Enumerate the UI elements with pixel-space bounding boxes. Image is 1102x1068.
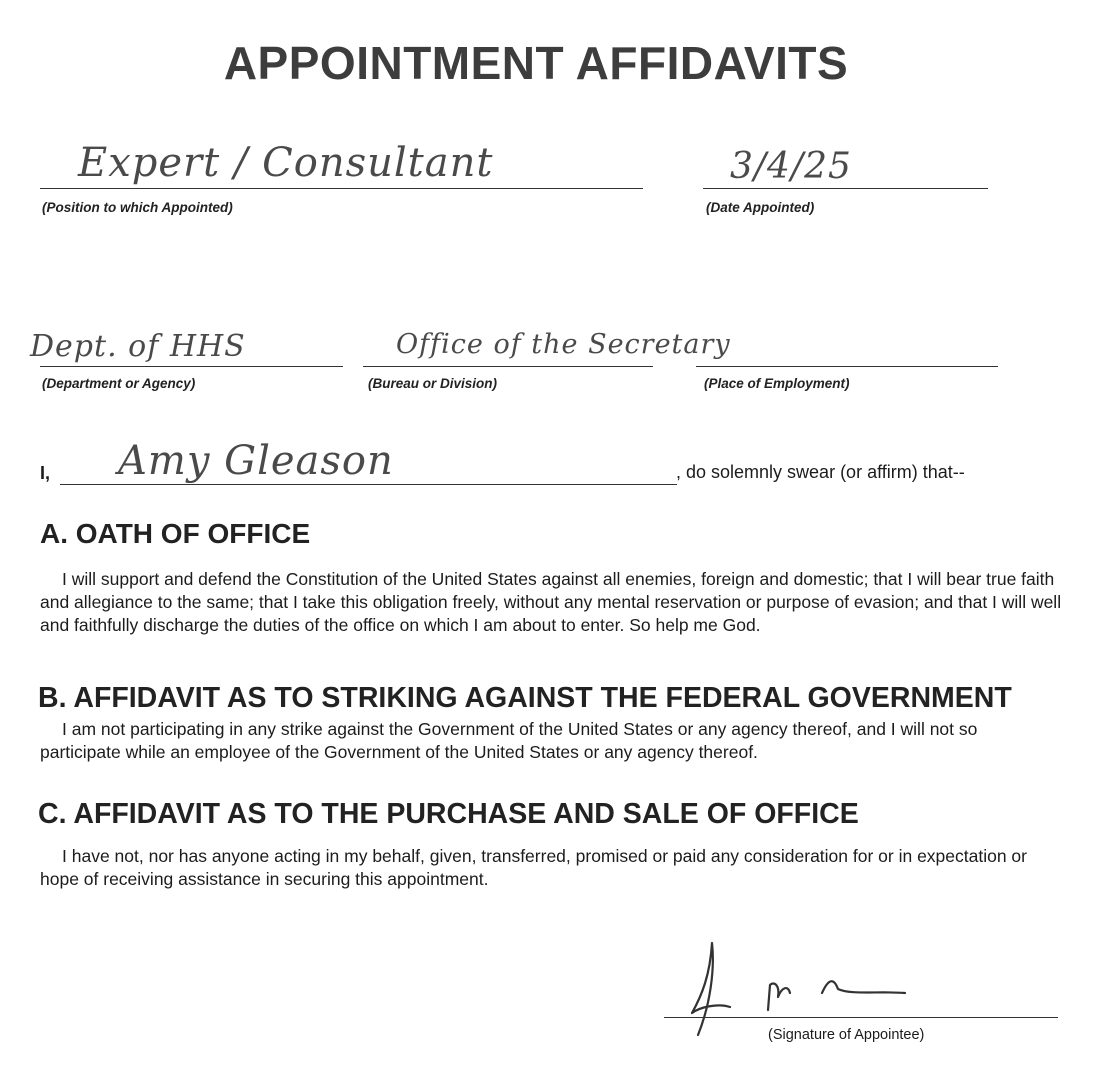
- position-line: [40, 188, 643, 189]
- position-caption: (Position to which Appointed): [42, 200, 233, 215]
- bureau-caption: (Bureau or Division): [368, 376, 498, 391]
- bureau-value: Office of the Secretary: [396, 329, 731, 360]
- section-a-text: I will support and defend the Constitution of the United States against all enemies, foreign and domestic; that I will bear true faith and allegiance to the same; that I take this obligation freely, without any mental reservation or purpose of evasion; and that I will well and faithfully discharge the duties of the office on which I am about to enter. So help me God.: [40, 569, 1062, 635]
- position-value: Expert / Consultant: [78, 140, 494, 186]
- place-line: [696, 366, 998, 367]
- document-title: APPOINTMENT AFFIDAVITS: [223, 37, 849, 89]
- department-value: Dept. of HHS: [30, 329, 246, 364]
- section-a-heading: A. OATH OF OFFICE: [40, 518, 311, 549]
- department-caption: (Department or Agency): [42, 376, 196, 391]
- date-caption: (Date Appointed): [706, 200, 815, 215]
- section-c-text: I have not, nor has anyone acting in my behalf, given, transferred, promised or paid any consideration for or in expectation or hope of receiving assistance in securing this appointment.: [40, 846, 1027, 889]
- date-value: 3/4/25: [730, 146, 852, 187]
- signature-caption: (Signature of Appointee): [768, 1027, 925, 1043]
- name-line: [60, 484, 677, 485]
- section-c-heading: C. AFFIDAVIT AS TO THE PURCHASE AND SALE OF OFFICE: [38, 798, 859, 830]
- name-value: Amy Gleason: [118, 438, 394, 484]
- name-suffix: , do solemnly swear (or affirm) that--: [676, 462, 965, 482]
- section-b-heading: B. AFFIDAVIT AS TO STRIKING AGAINST THE FEDERAL GOVERNMENT: [38, 682, 1012, 714]
- signature-line: [664, 1017, 1058, 1018]
- name-prefix: I,: [40, 463, 51, 483]
- place-caption: (Place of Employment): [704, 376, 850, 391]
- section-b-text: I am not participating in any strike against the Government of the United States or any agency thereof, and I will not so participate while an employee of the Government of the United States or any agency thereof.: [40, 719, 978, 762]
- department-line: [40, 366, 343, 367]
- date-line: [703, 188, 988, 189]
- bureau-line: [363, 366, 653, 367]
